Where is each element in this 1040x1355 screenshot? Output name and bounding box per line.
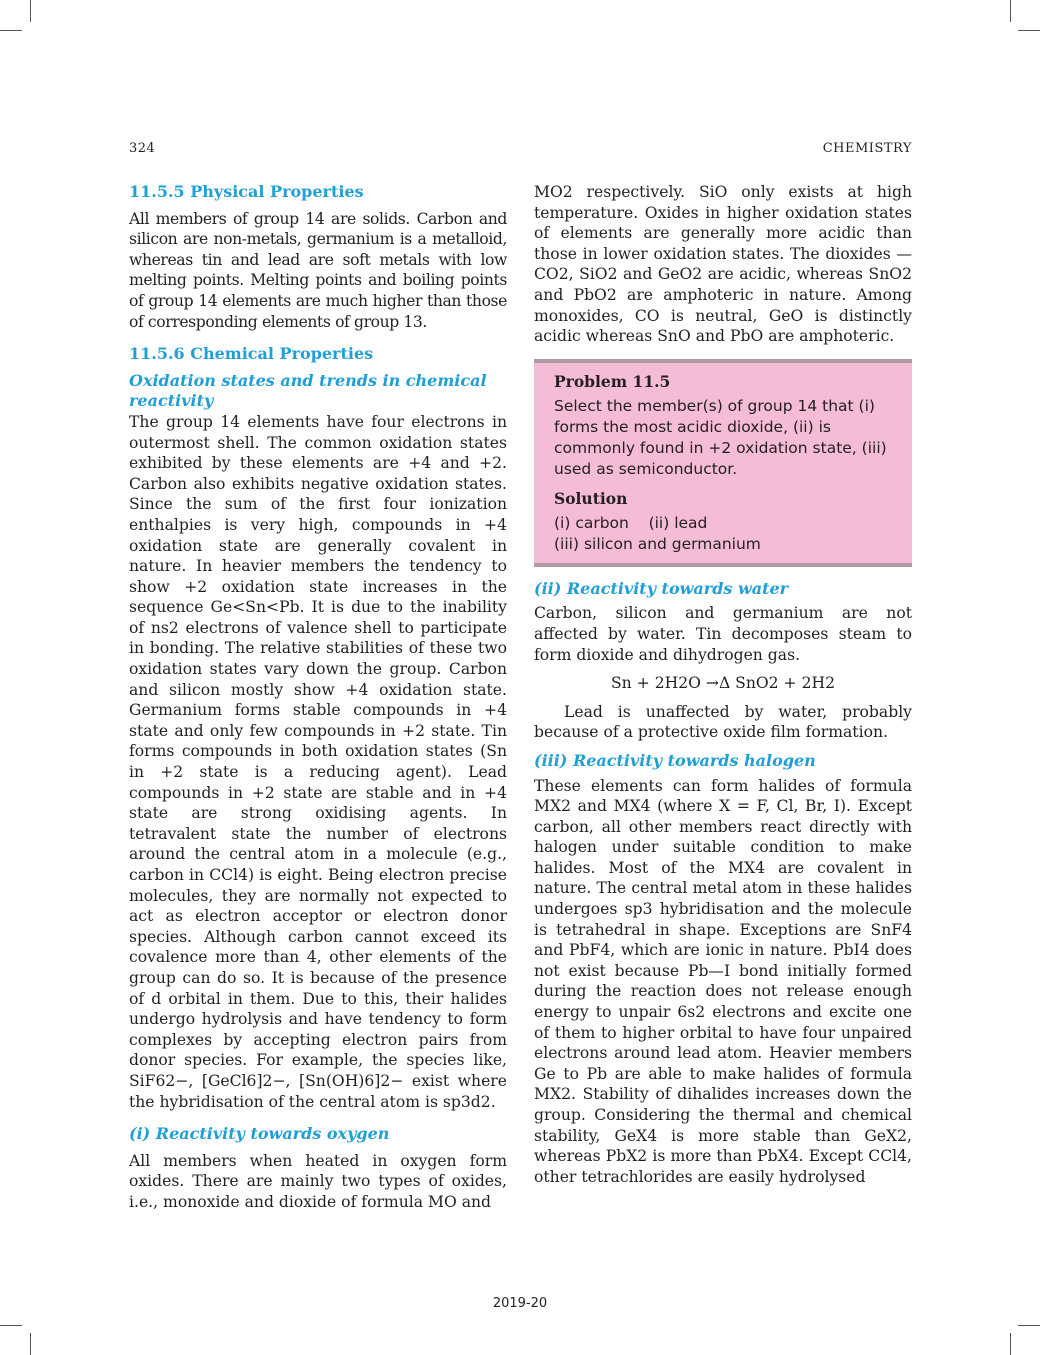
oxidation-states-text: The group 14 elements have four electrons in outermost shell. The common oxidation states exhibited by these elements are +4 and +2. Carbon also exhibits negative oxidation states. Since the sum of the first four ionization enthalpies is very high, compounds in +4 oxidation state are generally covalent in nature. In heavier members the tendency to show +2 oxidation state increases in the sequence Ge<Sn<Pb. It is due to the inability of ns2 electrons of valence shell to participate in bonding. The relative stabilities of these two oxidation states vary down the group. Carbon and silicon mostly show +4 oxidation state. Germanium forms stable compounds in +4 state and only few compounds in +2 state. Tin forms compounds in both oxidation states (Sn in +2 state is a reducing agent). Lead compounds in +2 state are stable and in +4 state are strong oxidising agents. In tetravalent state the number of electrons around the central atom in a molecule (e.g., carbon in CCl4) is eight. Being electron precise molecules, they are normally not expected to act as electron acceptor or electron donor species. Although carbon cannot exceed its covalence more than 4, other elements of the group can do so. It is because of the presence of d orbital in them. Due to this, their halides undergo hydrolysis and have tendency to form complexes by accepting electron pairs from donor species. For example, the species like, SiF62−, [GeCl6]2−, [Sn(OH)6]2− exist where the hybridisation of the central atom is sp3d2. [129, 412, 507, 1111]
subheading-oxidation-states: Oxidation states and trends in chemical reactivity [129, 370, 487, 411]
reactivity-water-text: Carbon, silicon and germanium are not affected by water. Tin decomposes steam to form dioxide and dihydrogen gas. [534, 604, 912, 664]
running-title: CHEMISTRY [822, 141, 912, 156]
footer-year: 2019-20 [492, 1296, 548, 1311]
page-number: 324 [129, 141, 156, 156]
left-column [129, 182, 507, 1213]
solution-line-2: (iii) silicon and germanium [554, 534, 761, 553]
crop-mark [1010, 0, 1011, 22]
subheading-reactivity-oxygen: (i) Reactivity towards oxygen [129, 1124, 390, 1144]
crop-mark [1018, 30, 1040, 31]
subheading-reactivity-halogen: (iii) Reactivity towards halogen [534, 750, 816, 770]
subheading-reactivity-water: (ii) Reactivity towards water [534, 578, 789, 598]
problem-box [534, 359, 912, 567]
problem-title: Problem 11.5 [554, 371, 671, 391]
crop-mark [30, 1333, 31, 1355]
solution-title: Solution [554, 488, 628, 508]
right-column [534, 182, 912, 1187]
crop-mark [1018, 1325, 1040, 1326]
crop-mark [0, 1325, 22, 1326]
solution-line-1: (i) carbon (ii) lead [554, 513, 708, 532]
reactivity-oxygen-text: All members when heated in oxygen form oxides. There are mainly two types of oxides, i.e., monoxide and dioxide of formula MO and [129, 1151, 507, 1211]
tin-steam-equation: Sn + 2H2O →Δ SnO2 + 2H2 [610, 674, 836, 693]
problem-text: Select the member(s) of group 14 that (i) forms the most acidic dioxide, (ii) is commonly found in +2 oxidation state, (iii) used as semiconductor. [554, 396, 887, 478]
crop-mark [30, 0, 31, 22]
reactivity-oxygen-text-continued: MO2 respectively. SiO only exists at high temperature. Oxides in higher oxidation states of elements are generally more acidic than those in lower oxidation states. The dioxides — CO2, SiO2 and GeO2 are acidic, whereas SnO2 and PbO2 are amphoteric in nature. Among monoxides, CO is neutral, GeO is distinctly acidic whereas SnO and PbO are amphoteric. [534, 183, 912, 346]
section-heading-physical: 11.5.5 Physical Properties [129, 182, 364, 201]
section-heading-chemical: 11.5.6 Chemical Properties [129, 344, 374, 364]
crop-mark [1010, 1333, 1011, 1355]
reactivity-halogen-text: These elements can form halides of formula MX2 and MX4 (where X = F, Cl, Br, I). Except carbon, all other members react directly with halogen under suitable condition to make halides. Most of the MX4 are covalent in nature. The central metal atom in these halides undergoes sp3 hybridisation and the molecule is tetrahedral in shape. Exceptions are SnF4 and PbF4, which are ionic in nature. PbI4 does not exist because Pb—I bond initially formed during the reaction does not release enough energy to unpair 6s2 electrons and excite one of them to higher orbital to have four unpaired electrons around lead atom. Heavier members Ge to Pb are able to make halides of formula MX2. Stability of dihalides increases down the group. Considering the thermal and chemical stability, GeX4 is more stable than GeX2, whereas PbX2 is more than PbX4. Except CCl4, other tetrachlorides are easily hydrolysed [534, 776, 912, 1186]
reactivity-water-text-2: Lead is unaffected by water, probably because of a protective oxide film formation. [534, 702, 912, 742]
crop-mark [0, 30, 22, 31]
physical-properties-text: All members of group 14 are solids. Carbon and silicon are non-metals, germanium is a metalloid, whereas tin and lead are soft metals with low melting points. Melting points and boiling points of group 14 elements are much higher than those of corresponding elements of group 13. [129, 209, 507, 331]
